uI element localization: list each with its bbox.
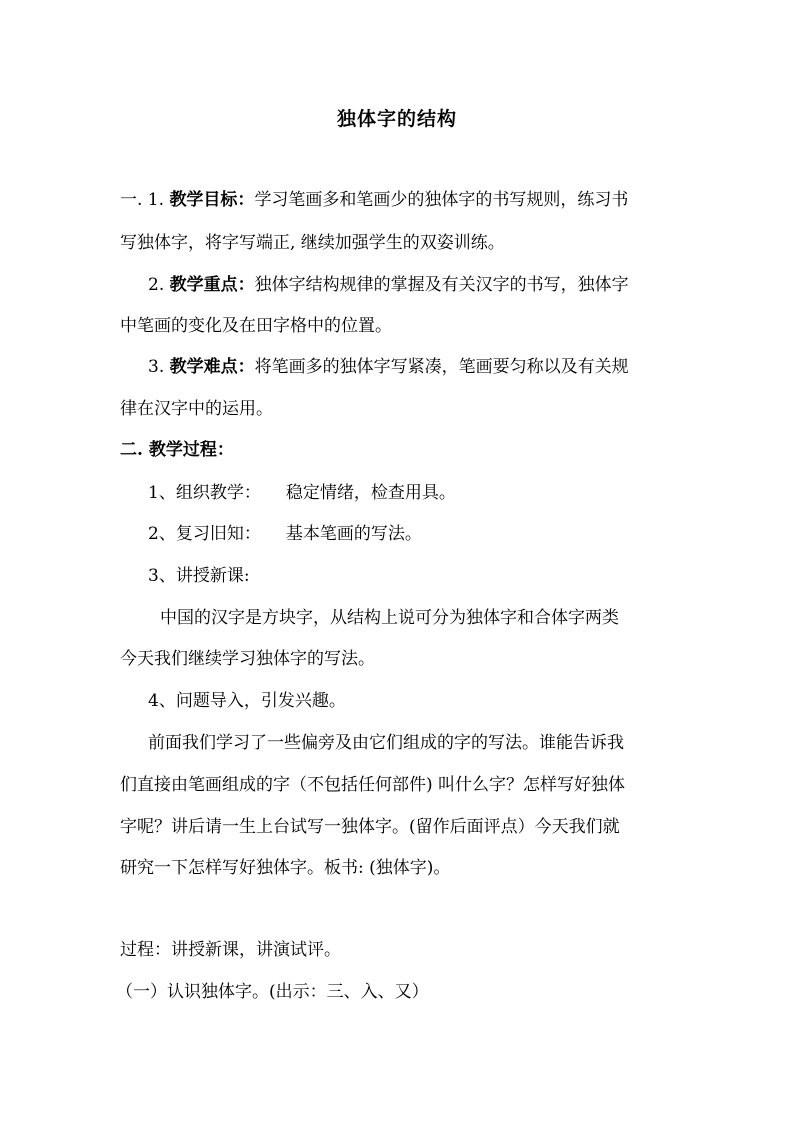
process-heading: 二. 教学过程：: [120, 440, 234, 460]
key-points-text-1: 独体字结构规律的掌握及有关汉字的书写，独体字: [254, 275, 629, 295]
step-1-label: 1、组织教学：: [148, 483, 261, 503]
key-points-line-1: [148, 273, 629, 297]
step-2-label: 2、复习旧知：: [148, 524, 261, 544]
objectives-text-2: 写独体字，将字写端正, 继续加强学生的双姿训练。: [120, 233, 505, 253]
difficulties-text-2: 律在汉字中的运用。: [120, 399, 273, 419]
page-title: 独体字的结构: [336, 108, 457, 130]
difficulties-line-1: [148, 355, 629, 379]
step-4-label: 4、问题导入，引发兴趣。: [148, 691, 346, 711]
difficulties-prefix: 3.: [148, 357, 170, 377]
process-line: 过程：讲授新课，讲演试评。: [120, 940, 341, 960]
key-points-text-2: 中笔画的变化及在田字格中的位置。: [120, 316, 392, 336]
objectives-prefix: 一. 1.: [120, 190, 170, 210]
step-2-text: 基本笔画的写法。: [285, 524, 422, 544]
difficulties-label: 教学难点：: [169, 357, 255, 377]
step-3-text-2: 今天我们继续学习独体字的写法。: [120, 649, 375, 669]
intro-line-2: 们直接由笔画组成的字（不包括任何部件) 叫什么字？怎样写好独体: [120, 775, 626, 795]
step-2: [148, 522, 422, 546]
key-points-prefix: 2.: [148, 275, 170, 295]
objectives-label: 教学目标：: [169, 190, 255, 210]
objectives-line-1: [120, 188, 628, 212]
step-3-label: 3、讲授新课:: [148, 566, 250, 586]
difficulties-text-1: 将笔画多的独体字写紧凑，笔画要匀称以及有关规: [254, 357, 629, 377]
intro-line-3: 字呢？讲后请一生上台试写一独体字。(留作后面评点）今天我们就: [120, 817, 620, 837]
step-3-text-1: 中国的汉字是方块字，从结构上说可分为独体字和合体字两类: [160, 608, 619, 628]
step-1: [148, 481, 456, 505]
objectives-text-1: 学习笔画多和笔画少的独体字的书写规则，练习书: [254, 190, 629, 210]
key-points-label: 教学重点：: [169, 275, 255, 295]
part-1-line: （一）认识独体字。(出示：三、入、又）: [116, 982, 429, 1002]
intro-line-1: 前面我们学习了一些偏旁及由它们组成的字的写法。谁能告诉我: [148, 733, 624, 753]
intro-line-4: 研究一下怎样写好独体字。板书: (独体字)。: [120, 858, 451, 878]
step-1-text: 稳定情绪，检查用具。: [285, 483, 456, 503]
